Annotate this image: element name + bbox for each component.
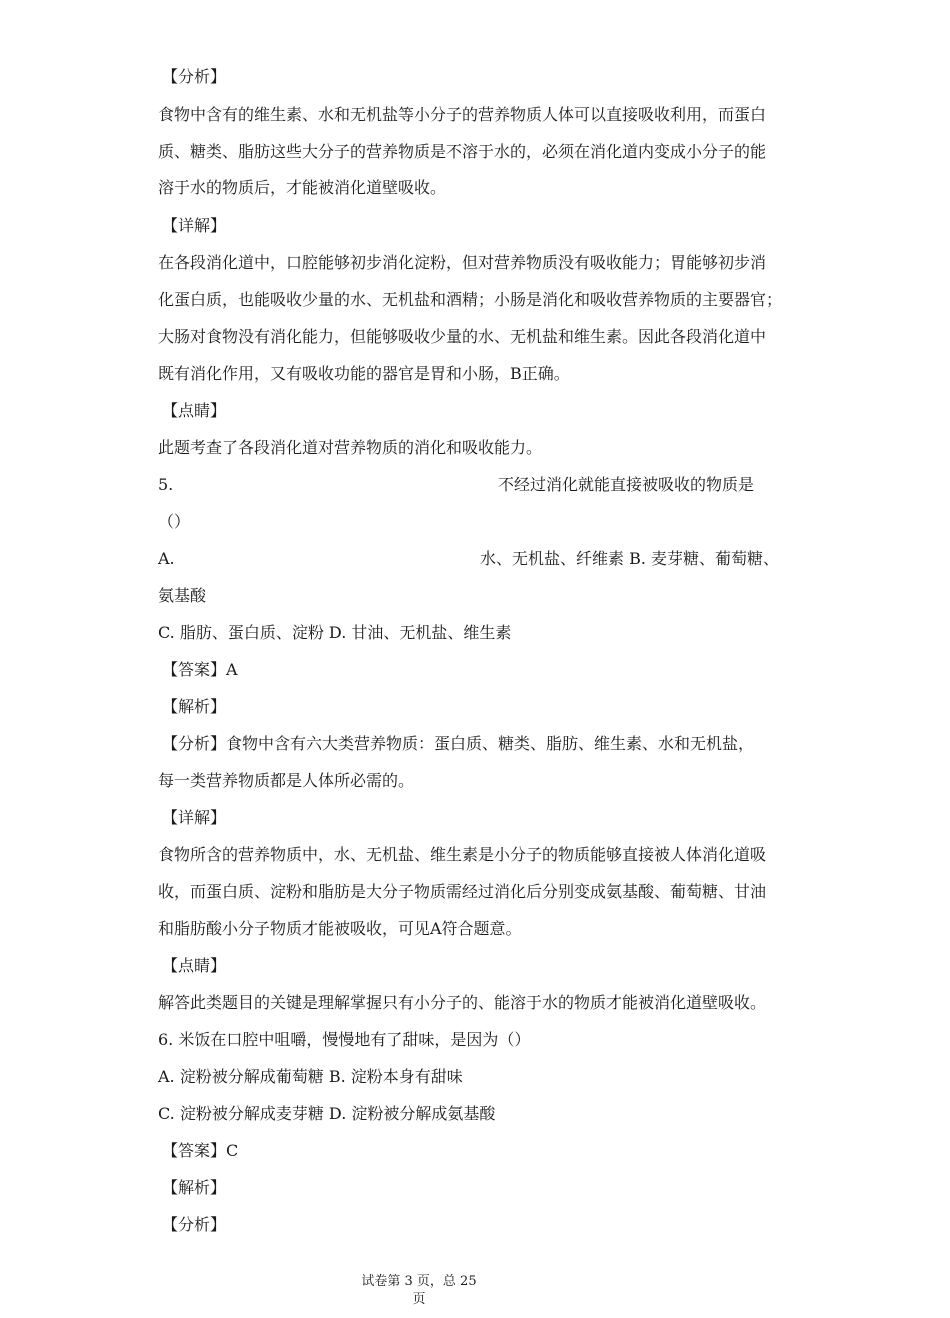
page-footer-line-2: 页 (412, 1292, 426, 1307)
detail-text-line-4: 既有消化作用，又有吸收功能的器官是胃和小肠，B正确。 (158, 364, 570, 383)
question-5-comment-text: 解答此类题目的关键是理解掌握只有小分子的、能溶于水的物质才能被消化道壁吸收。 (158, 993, 767, 1012)
question-5-analysis-line-2: 每一类营养物质都是人体所必需的。 (158, 771, 415, 790)
comment-heading: 【点睛】 (162, 401, 227, 420)
detail-text-line-2: 化蛋白质，也能吸收少量的水、无机盐和酒精；小肠是消化和吸收营养物质的主要器官； (158, 290, 783, 309)
question-5-detail-heading: 【详解】 (162, 808, 227, 827)
question-5-paren: （） (158, 512, 191, 531)
question-5-comment-heading: 【点睛】 (162, 956, 227, 975)
page-footer-line-1: 试卷第 3 页，总 25 (361, 1274, 477, 1289)
question-6-stem: 6. 米饭在口腔中咀嚼，慢慢地有了甜味，是因为（） (158, 1030, 531, 1049)
question-5-detail-line-1: 食物所含的营养物质中，水、无机盐、维生素是小分子的物质能够直接被人体消化道吸 (158, 845, 767, 864)
question-6-explain-heading: 【解析】 (162, 1178, 227, 1197)
question-5-detail-line-2: 收，而蛋白质、淀粉和脂肪是大分子物质需经过消化后分别变成氨基酸、葡萄糖、甘油 (158, 882, 767, 901)
comment-text: 此题考查了各段消化道对营养物质的消化和吸收能力。 (158, 438, 543, 457)
question-6-answer: 【答案】C (162, 1141, 239, 1160)
question-5-option-a-letter: A. (158, 549, 175, 568)
question-5-option-b-cont: 氨基酸 (158, 586, 207, 605)
analysis-text-line-1: 食物中含有的维生素、水和无机盐等小分子的营养物质人体可以直接吸收利用，而蛋白 (158, 105, 767, 124)
detail-heading: 【详解】 (162, 216, 227, 235)
question-6-analysis-heading: 【分析】 (162, 1215, 227, 1234)
analysis-heading: 【分析】 (162, 67, 227, 86)
question-5-analysis-line-1: 【分析】食物中含有六大类营养物质：蛋白质、糖类、脂肪、维生素、水和无机盐， (162, 734, 755, 753)
question-6-option-a-b: A. 淀粉被分解成葡萄糖 B. 淀粉本身有甜味 (158, 1067, 463, 1086)
detail-text-line-1: 在各段消化道中，口腔能够初步消化淀粉，但对营养物质没有吸收能力；胃能够初步消 (158, 253, 767, 272)
question-5-stem: 不经过消化就能直接被吸收的物质是 (498, 475, 755, 494)
question-5-explain-heading: 【解析】 (162, 697, 227, 716)
question-5-detail-line-3: 和脂肪酸小分子物质才能被吸收，可见A符合题意。 (158, 919, 522, 938)
analysis-text-line-3: 溶于水的物质后，才能被消化道壁吸收。 (158, 178, 447, 197)
detail-text-line-3: 大肠对食物没有消化能力，但能够吸收少量的水、无机盐和维生素。因此各段消化道中 (158, 327, 767, 346)
question-5-number: 5. (158, 475, 174, 494)
question-5-option-a-b: 水、无机盐、纤维素 B. 麦芽糖、葡萄糖、 (480, 549, 780, 568)
question-5-option-c-d: C. 脂肪、蛋白质、淀粉 D. 甘油、无机盐、维生素 (158, 623, 512, 642)
question-5-answer: 【答案】A (162, 660, 238, 679)
question-6-option-c-d: C. 淀粉被分解成麦芽糖 D. 淀粉被分解成氨基酸 (158, 1104, 496, 1123)
analysis-text-line-2: 质、糖类、脂肪这些大分子的营养物质是不溶于水的，必须在消化道内变成小分子的能 (158, 142, 767, 161)
